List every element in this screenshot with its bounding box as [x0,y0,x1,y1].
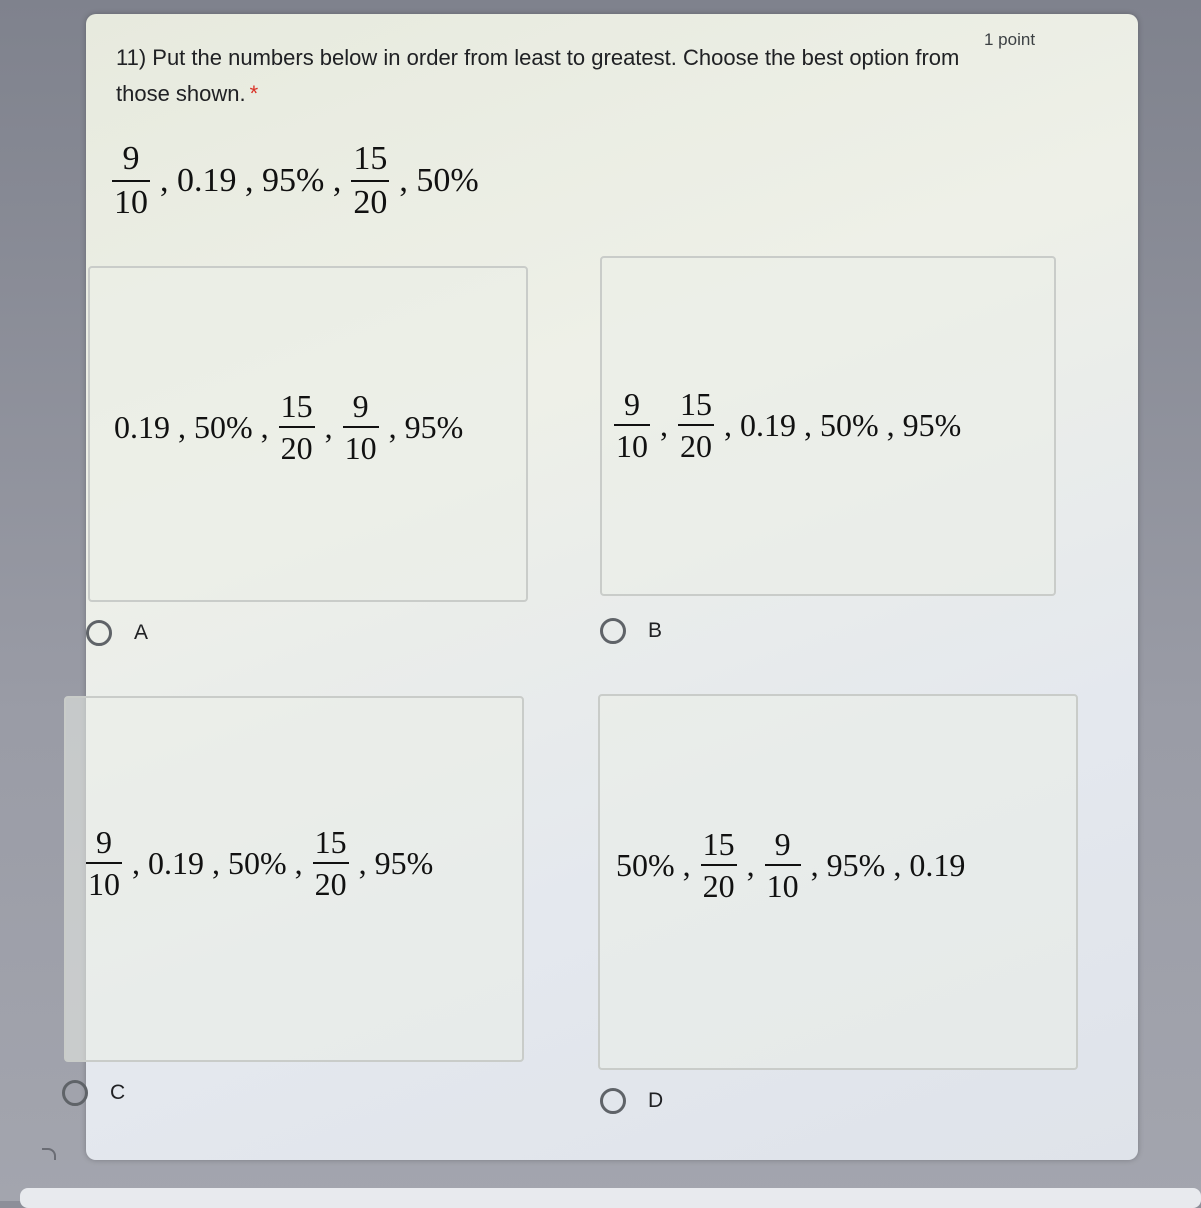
fraction [86,826,122,900]
numerator: 15 [280,388,313,424]
fraction [678,388,714,462]
number-list-text: , [746,846,755,883]
given-numbers [108,142,485,220]
numerator: 9 [624,386,640,422]
option-b-label: B [648,619,663,642]
fraction [614,388,650,462]
number-list-text: , 95% , 0.19 [810,846,966,883]
number-list-text: , 95% [388,408,464,445]
option-c-label: C [110,1081,126,1104]
next-card-edge [20,1188,1201,1208]
option-a-image[interactable] [88,266,528,602]
numerator: 9 [96,824,112,860]
option-c-sequence [82,826,439,900]
question-text [116,40,976,112]
numerator: 9 [122,140,140,177]
option-a-label: A [134,621,149,644]
numerator: 15 [702,826,735,862]
numerator: 15 [680,386,712,422]
option-b-radio[interactable] [600,618,626,644]
points-label: 1 point [984,30,1036,49]
denominator: 20 [680,428,712,464]
fraction [765,828,801,902]
fraction [112,142,150,220]
required-asterisk: * [249,81,259,106]
denominator: 10 [344,430,377,466]
number-list-text: , 50% [399,162,479,199]
number-list-text: , 0.19 , 50% , [132,844,303,881]
fraction [279,390,315,464]
denominator: 20 [702,868,735,904]
option-d-label: D [648,1089,664,1112]
option-b-choice[interactable] [600,618,662,644]
option-a-choice[interactable] [86,620,148,646]
option-c-choice[interactable] [62,1080,125,1106]
fraction [343,390,379,464]
corner-mark-icon [42,1148,56,1160]
number-list-text: , [324,408,333,445]
numerator: 9 [352,388,369,424]
option-b-sequence [610,388,967,462]
numerator: 15 [314,824,347,860]
fraction [313,826,349,900]
fraction [351,142,389,220]
option-a-sequence [108,390,469,464]
option-a-radio[interactable] [86,620,112,646]
option-b-image[interactable] [600,256,1056,596]
denominator: 20 [314,866,347,902]
option-d-image[interactable] [598,694,1078,1070]
numerator: 15 [353,140,388,177]
denominator: 10 [616,428,648,464]
denominator: 10 [114,184,148,221]
number-list-text: , 95% [358,844,434,881]
number-list-text: , 0.19 , 95% , [160,162,342,199]
fraction [701,828,737,902]
number-list-text: 0.19 , 50% , [114,408,269,445]
number-list-text: , 0.19 , 50% , 95% [724,406,962,443]
question-title: 11) Put the numbers below in order from least to greatest. Choose the best option from those shown. [116,45,960,106]
number-list-text: 50% , [616,846,691,883]
option-c-radio[interactable] [62,1080,88,1106]
option-d-choice[interactable] [600,1088,663,1114]
option-d-sequence [610,828,971,902]
option-c-image[interactable] [64,696,524,1062]
denominator: 20 [353,184,388,221]
denominator: 10 [88,866,120,902]
numerator: 9 [774,826,791,862]
denominator: 10 [766,868,799,904]
denominator: 20 [280,430,313,466]
option-d-radio[interactable] [600,1088,626,1114]
number-list-text: , [660,406,668,443]
